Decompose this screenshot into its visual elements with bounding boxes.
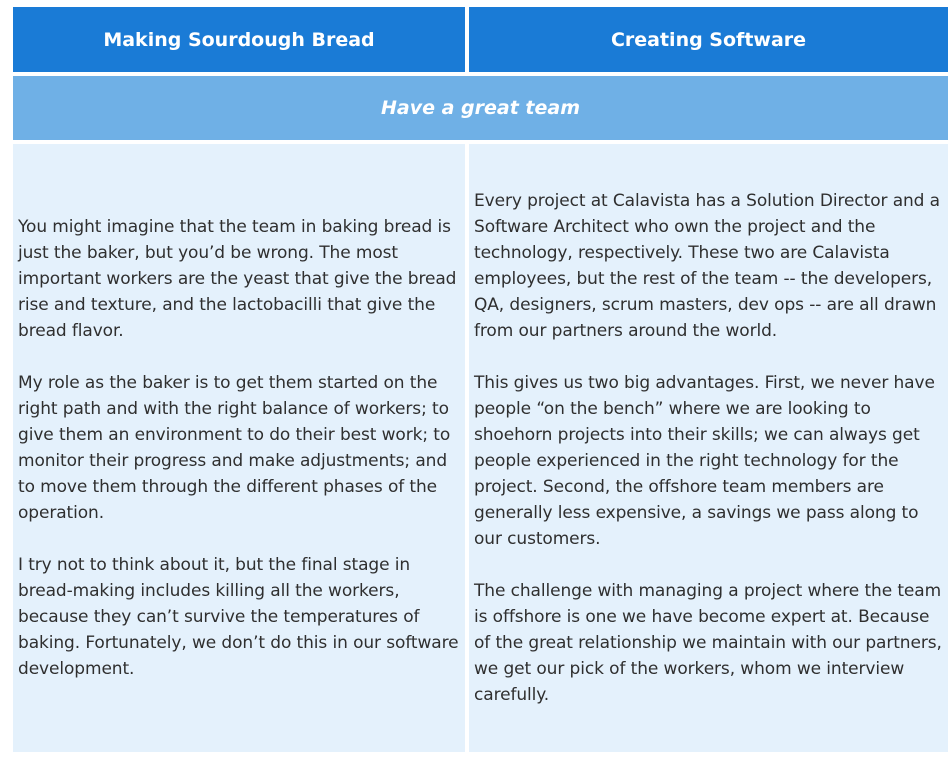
comparison-table [13,7,948,752]
sourdough-paragraph-2: My role as the baker is to get them started on the right path and with the right balance of workers; to give them an environment to do their best work; to monitor their progress and make adjustments; and to move them through the different phases of the operation. [18,373,451,523]
sourdough-paragraph-1: You might imagine that the team in baking bread is just the baker, but you’d be wrong. The most important workers are the yeast that give the bread rise and texture, and the lactobacilli that give the bread flavor. [18,217,457,341]
header-software: Creating Software [469,7,948,72]
sourdough-paragraph-3: I try not to think about it, but the final stage in bread-making includes killing all the workers, because they can’t survive the temperatures of baking. Fortunately, we don’t do this in our software development. [18,555,459,679]
header-sourdough: Making Sourdough Bread [13,7,465,72]
body-row [13,144,948,752]
software-paragraph-3: The challenge with managing a project where the team is offshore is one we have become expert at. Because of the great relationship we maintain with our partners, we get our pick of the workers, whom we interview carefully. [474,581,942,705]
sourdough-column [13,144,465,752]
software-column [469,144,948,752]
software-paragraph-2: This gives us two big advantages. First, we never have people “on the bench” where we are looking to shoehorn projects into their skills; we can always get people experienced in the right technology for the project. Second, the offshore team members are generally less expensive, a savings we pass along to our customers. [474,373,935,549]
software-paragraph-1: Every project at Calavista has a Solution Director and a Software Architect who own the project and the technology, respectively. These two are Calavista employees, but the rest of the team -- the developers, QA, designers, scrum masters, dev ops -- are all drawn from our partners around the world. [474,191,940,341]
header-row [13,7,948,72]
section-title: Have a great team [13,76,948,140]
